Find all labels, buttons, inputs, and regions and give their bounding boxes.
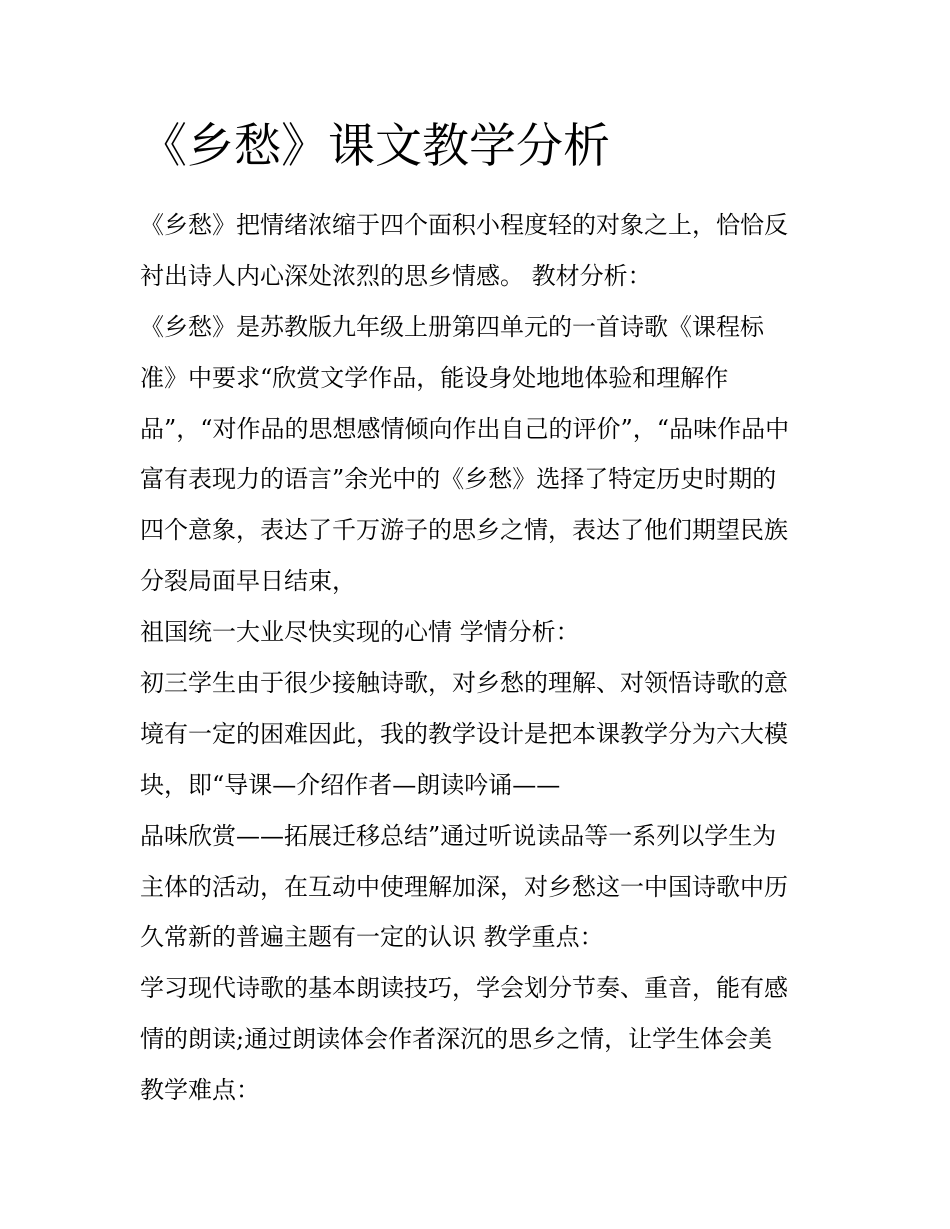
text-line: 境有一定的困难因此，我的教学设计是把本课教学分为六大模 [140,719,788,748]
text-line: 品”，“对作品的思想感情倾向作出自己的评价”，“品味作品中 [140,414,790,443]
text-line: 块，即“导课—介绍作者—朗读吟诵—— [140,770,561,799]
text-line: 四个意象，表达了千万游子的思乡之情，表达了他们期望民族 [140,516,788,545]
text-line: 久常新的普遍主题有一定的认识 教学重点： [140,923,604,952]
text-line: 准》中要求“欣赏文学作品，能设身处地地体验和理解作 [140,363,729,392]
text-line: 品味欣赏——拓展迁移总结”通过听说读品等一系列以学生为 [140,821,777,850]
document-body [140,200,840,1116]
text-line: 祖国统一大业尽快实现的心情 学情分析： [140,618,580,647]
text-line: 学习现代诗歌的基本朗读技巧，学会划分节奏、重音，能有感 [140,974,788,1003]
text-line: 主体的活动，在互动中使理解加深，对乡愁这一中国诗歌中历 [140,872,788,901]
text-line: 《乡愁》是苏教版九年级上册第四单元的一首诗歌《课程标 [140,312,764,341]
text-line: 教学难点： [140,1076,260,1105]
text-line: 初三学生由于很少接触诗歌，对乡愁的理解、对领悟诗歌的意 [140,669,788,698]
text-line: 富有表现力的语言”余光中的《乡愁》选择了特定历史时期的 [140,465,777,494]
page-title: 《乡愁》课文教学分析 [140,119,610,174]
text-line: 《乡愁》把情绪浓缩于四个面积小程度轻的对象之上，恰恰反 [140,211,788,239]
text-line: 分裂局面早日结束， [140,567,356,596]
text-line: 情的朗读;通过朗读体会作者深沉的思乡之情，让学生体会美 [140,1025,773,1054]
text-line: 衬出诗人内心深处浓烈的思乡情感。 教材分析： [140,261,652,290]
